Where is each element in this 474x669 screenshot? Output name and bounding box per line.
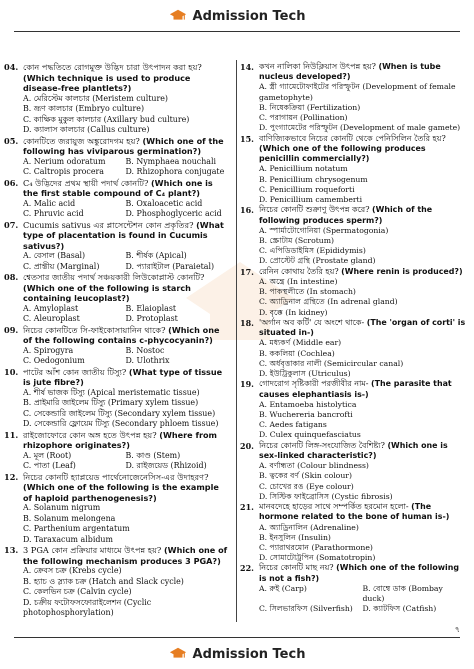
question-text bbox=[259, 205, 466, 225]
answer-option: D. Penicillium camemberti bbox=[259, 195, 363, 205]
answer-option: B. নিষেকক্রিয়া (Fertilization) bbox=[259, 102, 361, 112]
answer-option-row bbox=[23, 314, 228, 325]
question-number: 10. bbox=[4, 366, 19, 377]
answer-option: C. পাতা (Leaf) bbox=[23, 461, 76, 470]
question-body bbox=[23, 136, 228, 178]
question-text bbox=[259, 502, 466, 522]
answer-option-row bbox=[23, 346, 228, 357]
question-item bbox=[4, 545, 228, 619]
question-body bbox=[23, 62, 228, 136]
answer-option: D. Rhizophora conjugate bbox=[125, 167, 225, 176]
question-item bbox=[4, 472, 228, 546]
question-number: 17. bbox=[240, 266, 254, 277]
question-text bbox=[23, 367, 228, 388]
answer-option: D. সোমাটোট্রপিন (Somatotropin) bbox=[259, 553, 376, 563]
answer-option: A. মেরিস্টেম কালচার (Meristem culture) bbox=[23, 93, 169, 103]
question-text bbox=[23, 178, 228, 199]
answer-option: B. Solanum melongena bbox=[23, 513, 116, 523]
question-body bbox=[259, 379, 466, 440]
answer-option: D. প্রোস্টেট গ্রন্থি (Prostate gland) bbox=[259, 256, 376, 266]
question-item bbox=[4, 367, 228, 430]
question-item bbox=[240, 62, 466, 134]
answer-option: A. মধ্যকর্ণ (Middle ear) bbox=[259, 338, 342, 348]
answer-option: B. ককলিয়া (Cochlea) bbox=[259, 348, 335, 358]
question-number: 16. bbox=[240, 205, 254, 216]
question-number: 14. bbox=[240, 62, 254, 72]
answer-option-row bbox=[23, 262, 228, 273]
question-bangla: গোদরোগ সৃষ্টিকারী পরজীবীর নাম- bbox=[259, 379, 369, 389]
question-english: (Which one of the following produces penicillin commercially?) bbox=[259, 143, 426, 164]
answer-option: D. প্যারাইটাল (Paraietal) bbox=[125, 261, 215, 271]
question-item bbox=[4, 178, 228, 220]
question-text bbox=[259, 379, 466, 399]
question-number: 20. bbox=[240, 440, 254, 451]
graduation-cap-logo-icon bbox=[169, 7, 187, 25]
question-body bbox=[259, 205, 466, 266]
right-column bbox=[240, 62, 466, 615]
question-english: (The 'organ of corti' is situated in-) bbox=[259, 317, 466, 338]
question-text bbox=[23, 272, 228, 304]
question-bangla: কোন পদ্ধতিতে রোগমুক্ত উদ্ভিদ চারা উৎপাদন করা হয়? bbox=[23, 62, 202, 72]
question-english: (Which one of the following mechanism produces 3 PGA?) bbox=[23, 545, 228, 566]
question-body bbox=[259, 563, 466, 614]
question-english: (Which one of the following is the example of haploid parthenogenesis?) bbox=[23, 482, 219, 503]
question-item bbox=[240, 441, 466, 502]
question-number: 08. bbox=[4, 272, 19, 282]
answer-option: C. Parthenium argentatum bbox=[23, 524, 130, 533]
answer-option-row bbox=[23, 209, 228, 220]
question-bangla: 3 PGA কোন প্রক্রিয়ার মাধ্যমে উৎপন্ন হয়? bbox=[23, 545, 162, 555]
answer-option: C. Caltropis procera bbox=[23, 167, 105, 176]
answer-option: B. প্রাইমারি জাইলেম টিস্যু (Primary xylem tissue) bbox=[23, 398, 199, 407]
answer-option: A. Entamoeba histolytica bbox=[259, 399, 357, 409]
answer-option: C. Aleuroplast bbox=[23, 314, 80, 323]
answer-option: C. কাক্ষিক মুকুল কালচার (Axillary bud culture) bbox=[23, 114, 190, 124]
answer-option: C. পরাগায়ন (Pollination) bbox=[259, 113, 348, 123]
answer-option: D. Protoplast bbox=[125, 314, 178, 323]
answer-option: C. Aedes fatigans bbox=[259, 420, 327, 430]
question-body bbox=[23, 430, 228, 472]
question-item bbox=[240, 563, 466, 614]
question-number: 21. bbox=[240, 502, 254, 513]
question-text bbox=[259, 62, 466, 82]
answer-option-row bbox=[259, 584, 466, 604]
question-item bbox=[4, 62, 228, 136]
answer-option-row bbox=[23, 157, 228, 168]
question-english: (Which technique is used to produce disease-free plantlets?) bbox=[23, 72, 191, 93]
page-number: ৭ bbox=[454, 625, 460, 634]
answer-option: D. ইউট্রিকুলাস (Utriculus) bbox=[259, 369, 351, 379]
answer-option: A. বর্ণান্ধতা (Colour blindness) bbox=[259, 461, 369, 471]
question-body bbox=[23, 272, 228, 325]
question-english: (When is tube nucleus developed?) bbox=[259, 62, 441, 82]
answer-option: C. Penicillium roqueforti bbox=[259, 184, 355, 194]
answer-option: C. প্রান্তীয় (Marginal) bbox=[23, 261, 100, 271]
answer-option-row bbox=[23, 199, 228, 210]
answer-option-row bbox=[259, 604, 466, 614]
answer-option: D. সেকেন্ডারি ফ্লোয়েম টিস্যু (Secondary phloem tissue) bbox=[23, 419, 219, 428]
answer-option: A. স্ত্রী গ্যামেটোফাইটের পরিস্ফুটন (Development of female gametophyte) bbox=[259, 82, 456, 102]
answer-option-row bbox=[23, 167, 228, 178]
question-bangla: নিচের কোনটিতে সি-ফাইকোসায়ানিন থাকে? bbox=[23, 324, 166, 335]
answer-option: D. ক্যাটফিস (Catfish) bbox=[362, 604, 437, 614]
answer-option: A. Penicillium notatum bbox=[259, 164, 348, 174]
question-bangla: বাণিজ্যিকভাবে নিচের কোনটি থেকে পেনিসিলিন তৈরি হয়? bbox=[259, 133, 446, 143]
question-bangla: কোনটিতে জরায়ুজ অঙ্কুরোদগম হয়? bbox=[23, 135, 140, 146]
answer-option: C. চোখের রঙ (Eye colour) bbox=[259, 481, 354, 491]
question-text bbox=[23, 136, 228, 157]
question-body bbox=[23, 545, 228, 619]
answer-option: A. Nerium odoratum bbox=[23, 156, 106, 166]
question-text bbox=[259, 318, 466, 338]
question-item bbox=[240, 267, 466, 318]
question-body bbox=[259, 318, 466, 379]
question-bangla: কখন নালিকা নিউক্লিয়াস উৎপন্ন হয়? bbox=[259, 62, 376, 71]
answer-option: C. সিলভারফিস (Silverfish) bbox=[259, 604, 353, 614]
answer-option: A. অন্ত্রে (In intestine) bbox=[259, 276, 338, 286]
answer-option: A. Malic acid bbox=[23, 198, 76, 208]
question-english: (Which of the following produces sperm?) bbox=[259, 205, 433, 225]
question-body bbox=[23, 220, 228, 273]
answer-option: C. এপিডিডাইমিস (Epididymis) bbox=[259, 246, 366, 256]
answer-option: A. Solanum nigrum bbox=[23, 503, 101, 512]
question-english: (Where renin is produced?) bbox=[341, 266, 463, 276]
question-bangla: নিচের কোনটি মাছ নয়? bbox=[259, 563, 334, 573]
answer-option: D. বৃক্কে (In kidney) bbox=[259, 307, 328, 317]
answer-option: A. শীর্ষ ভাজক টিস্যু (Apical meristematic tissue) bbox=[23, 387, 200, 397]
answer-option: D. পুংগ্যামেটের পরিস্ফুটন (Development of male gamete) bbox=[259, 123, 461, 133]
page-footer bbox=[0, 640, 474, 668]
answer-option: D. চক্রীয় ফটোফসফোরাইলেশন (Cyclic photophosphorylation) bbox=[23, 597, 152, 617]
answer-option: C. Oedogonium bbox=[23, 356, 85, 365]
answer-option-row bbox=[23, 451, 228, 462]
question-english: (The hormone related to the bone of human is-) bbox=[259, 502, 450, 522]
question-item bbox=[4, 430, 228, 472]
question-item bbox=[4, 136, 228, 178]
question-number: 05. bbox=[4, 135, 19, 146]
question-bangla: 'অর্গান অব কর্টি' যে অংশে থাকে- bbox=[259, 317, 365, 327]
question-english: (Where from rhizophore originates?) bbox=[23, 429, 217, 450]
answer-option: A. অ্যাড্রিনালিন (Adrenaline) bbox=[259, 522, 359, 532]
footer-divider bbox=[14, 637, 460, 638]
answer-option: A. Amyloplast bbox=[23, 303, 79, 313]
question-number: 07. bbox=[4, 219, 19, 230]
question-bangla: শ্বেতসার জাতীয় পদার্থ সঞ্চয়কারী লিউকোপ্লাস্ট কোনটি? bbox=[23, 272, 205, 282]
question-body bbox=[259, 267, 466, 318]
question-number: 15. bbox=[240, 133, 254, 144]
answer-option: C. কেলভিন চক্র (Calvin cycle) bbox=[23, 587, 132, 596]
question-english: (The parasite that causes elephantiasis is-) bbox=[259, 379, 452, 399]
answer-option: D. Culex quinquefasciatus bbox=[259, 430, 361, 440]
answer-option: A. Spirogyra bbox=[23, 345, 74, 355]
answer-option: A. ক্রেবস চক্র (Krebs cycle) bbox=[23, 566, 122, 575]
answer-option: C. সেকেন্ডারি জাইলেম টিস্যু (Secondary xylem tissue) bbox=[23, 408, 216, 418]
answer-option: D. রাইজয়েড (Rhizoid) bbox=[125, 461, 207, 470]
answer-option: B. ভ্রূণ কালচার (Embryo culture) bbox=[23, 104, 145, 113]
answer-option: B. Penicillium chrysogenum bbox=[259, 174, 368, 184]
answer-option: B. ইনসুলিন (Insulin) bbox=[259, 532, 331, 542]
header-divider bbox=[14, 31, 460, 32]
question-item bbox=[4, 272, 228, 325]
answer-option-row bbox=[23, 461, 228, 472]
answer-option: B. ত্বকের বর্ণ (Skin colour) bbox=[259, 471, 352, 481]
question-body bbox=[259, 502, 466, 563]
answer-option: B. Wuchereria bancrofti bbox=[259, 409, 353, 419]
question-english: (Which one of the following has viviparous germination?) bbox=[23, 135, 224, 156]
brand-name: Admission Tech bbox=[192, 646, 306, 662]
question-english: (What type of placentation is found in Cucumis sativus?) bbox=[23, 219, 224, 251]
question-body bbox=[259, 62, 466, 134]
question-english: (Which one is the first stable compound of C₄ plant?) bbox=[23, 177, 213, 198]
question-item bbox=[4, 220, 228, 273]
question-text bbox=[259, 563, 466, 583]
answer-option: B. Oxaloacetic acid bbox=[125, 198, 203, 208]
left-column bbox=[4, 62, 228, 619]
question-body bbox=[23, 178, 228, 220]
question-number: 04. bbox=[4, 62, 19, 72]
answer-option: B. পাকস্থলীতে (In stomach) bbox=[259, 287, 356, 297]
question-number: 13. bbox=[4, 545, 19, 555]
question-english: (Which one is sex-linked characteristic?) bbox=[259, 440, 448, 460]
question-bangla: পাটের আঁশ কোন জাতীয় টিস্যু? bbox=[23, 366, 127, 377]
question-number: 12. bbox=[4, 471, 19, 482]
answer-option-row bbox=[23, 251, 228, 262]
answer-option: B. হ্যাচ ও স্ল্যাক চক্র (Hatch and Slack cycle) bbox=[23, 576, 184, 586]
question-text bbox=[23, 220, 228, 252]
question-english: (What type of tissue is jute fibre?) bbox=[23, 366, 223, 387]
question-body bbox=[23, 472, 228, 546]
answer-option: D. ক্যালাস কালচার (Callus culture) bbox=[23, 125, 150, 134]
question-number: 19. bbox=[240, 379, 254, 390]
question-text bbox=[23, 545, 228, 566]
question-item bbox=[240, 134, 466, 206]
answer-option-row bbox=[23, 356, 228, 367]
answer-option: A. বেসাল (Basal) bbox=[23, 251, 86, 260]
answer-option: C. অ্যাড্রিনাল গ্রন্থিতে (In adrenal gland) bbox=[259, 297, 398, 307]
answer-option: D. Ulothrix bbox=[125, 356, 170, 365]
question-text bbox=[259, 267, 466, 277]
answer-option: A. মূল (Root) bbox=[23, 450, 72, 460]
question-text bbox=[259, 134, 466, 165]
answer-option: B. বোম্বে ডাক (Bombay duck) bbox=[362, 583, 443, 604]
question-bangla: রাইজোফোরে কোন অঙ্গ হতে উৎপন্ন হয়? bbox=[23, 429, 157, 440]
answer-option: B. Nymphaea nouchali bbox=[125, 156, 217, 166]
answer-option: B. Nostoc bbox=[125, 345, 165, 355]
question-number: 18. bbox=[240, 317, 254, 328]
answer-option: B. শীর্ষক (Apical) bbox=[125, 251, 187, 260]
question-text bbox=[23, 430, 228, 451]
answer-option-row bbox=[23, 304, 228, 315]
answer-option: B. Elaioplast bbox=[125, 303, 177, 313]
question-bangla: C₄ উদ্ভিদের প্রথম স্থায়ী পদার্থ কোনটি? bbox=[23, 177, 149, 188]
question-item bbox=[240, 318, 466, 379]
page-header bbox=[0, 2, 474, 30]
question-english: (Which one of the following contains c-phycocyanin?) bbox=[23, 324, 220, 345]
question-text bbox=[23, 62, 228, 94]
question-number: 22. bbox=[240, 563, 254, 574]
column-divider bbox=[236, 60, 237, 622]
answer-option: D. সিস্টিক ফাইব্রোসিস (Cystic fibrosis) bbox=[259, 491, 393, 501]
question-bangla: নিচের কোনটি শুক্রাণু উৎপন্ন করে? bbox=[259, 205, 370, 215]
question-number: 06. bbox=[4, 177, 19, 188]
question-body bbox=[259, 441, 466, 502]
question-bangla: নিচের কোনটি হ্যাপ্লয়েড পার্থেনোজেনেসিস-এর উদাহরণ? bbox=[23, 471, 209, 482]
question-text bbox=[259, 441, 466, 461]
answer-option: A. স্পার্মাটোগোনিয়া (Spermatogonia) bbox=[259, 225, 389, 235]
answer-option: B. কাণ্ড (Stem) bbox=[125, 450, 181, 460]
question-english: (Which one of the following is not a fish?) bbox=[259, 563, 460, 583]
question-number: 11. bbox=[4, 429, 19, 440]
question-bangla: রেনিন কোথায় তৈরি হয়? bbox=[259, 266, 339, 276]
question-text bbox=[23, 325, 228, 346]
question-body bbox=[23, 325, 228, 367]
answer-option: D. Taraxacum albidum bbox=[23, 534, 113, 544]
question-body bbox=[259, 134, 466, 206]
question-bangla: Cucumis sativus এর প্লাসেন্টেশন কোন প্রকৃতির? bbox=[23, 219, 194, 230]
answer-option: C. অর্ধবৃত্তাকার নালী (Semicircular canal) bbox=[259, 358, 404, 368]
question-item bbox=[240, 379, 466, 440]
question-english: (Which one of the following is starch containing leucoplast?) bbox=[23, 282, 191, 303]
question-text bbox=[23, 472, 228, 504]
question-item bbox=[240, 502, 466, 563]
question-item bbox=[240, 205, 466, 266]
question-number: 09. bbox=[4, 324, 19, 335]
answer-option: C. Phruvic acid bbox=[23, 209, 84, 218]
question-item bbox=[4, 325, 228, 367]
brand-name: Admission Tech bbox=[192, 8, 306, 24]
question-bangla: মানবদেহে হাড়ের সাথে সম্পর্কিত হরমোন হলো- bbox=[259, 502, 409, 512]
question-body bbox=[23, 367, 228, 430]
answer-option: C. প্যারাথরমোন (Parathormone) bbox=[259, 543, 373, 553]
answer-option: A. রুই (Carp) bbox=[259, 583, 307, 593]
question-bangla: নিচের কোনটি লিঙ্গ-সংযোজিত বৈশিষ্ট্য? bbox=[259, 440, 385, 450]
answer-option: B. স্ক্রোটাম (Scrotum) bbox=[259, 235, 335, 245]
graduation-cap-logo-icon bbox=[169, 645, 187, 663]
answer-option: D. Phosphoglyceric acid bbox=[125, 209, 222, 218]
